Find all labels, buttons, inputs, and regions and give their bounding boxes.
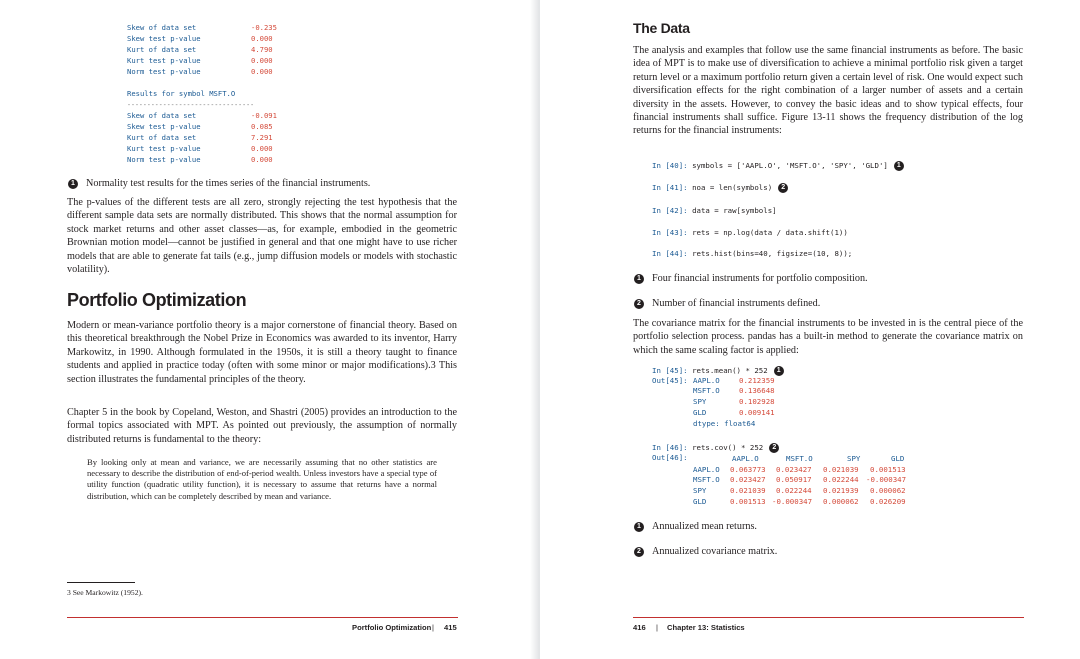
section-heading: Portfolio Optimization bbox=[67, 290, 247, 310]
callout-covariance-matrix bbox=[634, 545, 1034, 558]
stat-value: 0.000 bbox=[251, 56, 273, 65]
cov-cell: 0.021039 bbox=[823, 465, 859, 474]
folio-separator: | bbox=[656, 623, 658, 632]
stat-label: Skew of data set bbox=[127, 23, 197, 32]
code-line bbox=[652, 366, 784, 376]
stat-label: Norm test p-value bbox=[127, 67, 201, 76]
stat-value: 0.000 bbox=[251, 67, 273, 76]
callout-text: Four financial instruments for portfolio composition. bbox=[652, 273, 868, 284]
code-text: data = raw[symbols] bbox=[692, 206, 777, 215]
code-text: rets.cov() * 252 bbox=[692, 443, 764, 452]
stat-label: Kurt test p-value bbox=[127, 56, 201, 65]
cov-cell: 0.023427 bbox=[776, 465, 812, 474]
stat-value: 0.085 bbox=[251, 122, 273, 131]
page-number: 416 bbox=[633, 623, 646, 632]
prompt: In [41]: bbox=[652, 183, 688, 192]
cov-cell: 0.026209 bbox=[870, 497, 906, 506]
paragraph-copeland: Chapter 5 in the book by Copeland, Weston, and Shastri (2005) provides an introduction to the formal topics associated with MPT. As pointed out previously, the assumption of normally distributed returns is fundamental to the theory: bbox=[67, 407, 457, 445]
callout-number-icon: 2 bbox=[634, 299, 644, 309]
cov-row-symbol: SPY bbox=[693, 486, 707, 495]
right-page bbox=[540, 0, 1080, 659]
cov-cell: 0.022244 bbox=[776, 486, 812, 495]
stat-value: 4.790 bbox=[251, 45, 273, 54]
callout-number-icon: 1 bbox=[774, 366, 784, 376]
mean-value: 0.009141 bbox=[739, 408, 775, 417]
stat-label: Kurt test p-value bbox=[127, 144, 201, 153]
cov-header: MSFT.O bbox=[786, 454, 813, 463]
cov-cell: 0.000062 bbox=[823, 497, 859, 506]
cov-cell: 0.021039 bbox=[730, 486, 766, 495]
callout-number-icon: 2 bbox=[778, 183, 788, 193]
callout-text: Normality test results for the times series of the financial instruments. bbox=[86, 178, 371, 189]
cov-cell: 0.063773 bbox=[730, 465, 766, 474]
callout-text: Annualized covariance matrix. bbox=[652, 546, 778, 557]
code-line bbox=[652, 228, 848, 238]
callout-number-icon: 1 bbox=[68, 179, 78, 189]
code-line bbox=[652, 161, 904, 171]
folio-separator: | bbox=[432, 623, 434, 632]
paragraph-p-values: The p-values of the different tests are all zero, strongly rejecting the test hypothesis that the different sample data sets are normally distributed. This shows that the normal assumption for stock market returns and other asset classes—as, for example, embodied in the geometric Brownian motion model—cannot be justified in general and that one might have to use richer models that are able to generate fat tails (e.g., jump diffusion models or models with stochastic volatility). bbox=[67, 197, 457, 276]
cov-cell: 0.001513 bbox=[870, 465, 906, 474]
cov-header: AAPL.O bbox=[732, 454, 759, 463]
mean-value: 0.102928 bbox=[739, 397, 775, 406]
callout-normality bbox=[68, 177, 468, 190]
mean-symbol: AAPL.O bbox=[693, 376, 720, 385]
folio-title: Portfolio Optimization bbox=[352, 623, 432, 632]
cov-header: SPY bbox=[847, 454, 861, 463]
folio-rule bbox=[633, 617, 1024, 618]
callout-text: Number of financial instruments defined. bbox=[652, 298, 821, 309]
stat-value: -0.091 bbox=[251, 111, 277, 120]
callout-number-icon: 1 bbox=[634, 522, 644, 532]
prompt: In [46]: bbox=[652, 443, 688, 452]
paragraph-covariance: The covariance matrix for the financial instruments to be invested in is the central piece of the portfolio selection process. pandas has a built-in method to generate the covariance matrix on which the same scaling factor is applied: bbox=[633, 318, 1023, 356]
code-text: noa = len(symbols) bbox=[692, 183, 773, 192]
page-number: 415 bbox=[444, 623, 457, 632]
cov-row-symbol: MSFT.O bbox=[693, 475, 720, 484]
mean-symbol: GLD bbox=[693, 408, 707, 417]
stat-value: 7.291 bbox=[251, 133, 273, 142]
dtype-label: dtype: float64 bbox=[693, 419, 756, 428]
stat-value: -0.235 bbox=[251, 23, 277, 32]
blockquote: By looking only at mean and variance, we are necessarily assuming that no other statistics are necessary to describe the distribution of end-of-period wealth. Unless investors have a special type of utility function (quadratic utility function), it is necessary to assume that returns have a normal distribution, which can be completely described by mean and variance. bbox=[87, 457, 437, 501]
stat-label: Kurt of data set bbox=[127, 133, 197, 142]
callout-number-icon: 2 bbox=[769, 443, 779, 453]
cov-cell: 0.000062 bbox=[870, 486, 906, 495]
code-line bbox=[652, 249, 852, 259]
output-prompt: Out[46]: bbox=[652, 453, 688, 462]
paragraph-the-data bbox=[633, 44, 1023, 138]
cov-cell: 0.021939 bbox=[823, 486, 859, 495]
paragraph-mpt-intro: Modern or mean-variance portfolio theory is a major cornerstone of financial theory. Based on this theoretical breakthrough the Nobel Prize in Economics was awarded to its inventor, Harry Markowitz, in 1990. Although formulated in the 1950s, it is still a theory taught to finance students and applied in practice today (often with some minor or major modifications).3 This section illustrates the fundamental principles of the theory. bbox=[67, 320, 457, 385]
text-segment: The analysis and examples that follow use the same financial instruments as before. The basic idea of MPT is to make use of diversification to achieve a minimal portfolio risk given a target return level or a maximum portfolio return given a certain level of risk. One would expect such diversification effects for the right combination of a larger number of assets and a certain diversity in the assets. However, to convey the basic ideas and to show typical effects, four financial instruments shall suffice. Figure 13-11 shows the frequency distribution of the log returns for the financial instruments: bbox=[633, 45, 1023, 137]
callout-four-instruments bbox=[634, 272, 1034, 285]
mean-symbol: MSFT.O bbox=[693, 386, 720, 395]
stat-label: Skew test p-value bbox=[127, 122, 201, 131]
cov-row-symbol: AAPL.O bbox=[693, 465, 720, 474]
cov-cell: -0.000347 bbox=[866, 475, 907, 484]
callout-number-icon: 2 bbox=[634, 547, 644, 557]
folio-title: Chapter 13: Statistics bbox=[667, 623, 745, 632]
stat-label: Skew of data set bbox=[127, 111, 197, 120]
output-prompt: Out[45]: bbox=[652, 376, 688, 385]
code-line bbox=[652, 443, 779, 453]
cov-cell: 0.022244 bbox=[823, 475, 859, 484]
stat-value: 0.000 bbox=[251, 34, 273, 43]
cov-row-symbol: GLD bbox=[693, 497, 707, 506]
code-text: rets = np.log(data / data.shift(1)) bbox=[692, 228, 848, 237]
code-text: rets.mean() * 252 bbox=[692, 366, 768, 375]
mean-symbol: SPY bbox=[693, 397, 707, 406]
results-divider: -------------------------------- bbox=[127, 101, 255, 109]
prompt: In [44]: bbox=[652, 249, 688, 258]
cov-cell: 0.023427 bbox=[730, 475, 766, 484]
code-text: rets.hist(bins=40, figsize=(10, 8)); bbox=[692, 249, 853, 258]
prompt: In [45]: bbox=[652, 366, 688, 375]
callout-text: Annualized mean returns. bbox=[652, 521, 757, 532]
mean-value: 0.136648 bbox=[739, 386, 775, 395]
callout-number-icon: 1 bbox=[894, 161, 904, 171]
cov-cell: 0.001513 bbox=[730, 497, 766, 506]
prompt: In [42]: bbox=[652, 206, 688, 215]
stat-label: Kurt of data set bbox=[127, 45, 197, 54]
cov-cell: -0.000347 bbox=[772, 497, 813, 506]
cov-header: GLD bbox=[891, 454, 905, 463]
cov-cell: 0.050917 bbox=[776, 475, 812, 484]
callout-number-defined bbox=[634, 297, 1034, 310]
callout-mean-returns bbox=[634, 520, 1034, 533]
code-line bbox=[652, 206, 777, 216]
section-heading: The Data bbox=[633, 20, 690, 36]
code-text: symbols = ['AAPL.O', 'MSFT.O', 'SPY', 'GLD'] bbox=[692, 161, 888, 170]
folio-rule bbox=[67, 617, 458, 618]
stat-label: Skew test p-value bbox=[127, 34, 201, 43]
footnote-rule bbox=[67, 582, 135, 583]
callout-number-icon: 1 bbox=[634, 274, 644, 284]
prompt: In [43]: bbox=[652, 228, 688, 237]
stat-label: Norm test p-value bbox=[127, 155, 201, 164]
prompt: In [40]: bbox=[652, 161, 688, 170]
footnote: 3 See Markowitz (1952). bbox=[67, 588, 143, 597]
stat-value: 0.000 bbox=[251, 144, 273, 153]
results-header: Results for symbol MSFT.O bbox=[127, 89, 236, 98]
stat-value: 0.000 bbox=[251, 155, 273, 164]
mean-value: 0.212359 bbox=[739, 376, 775, 385]
code-line bbox=[652, 183, 788, 193]
